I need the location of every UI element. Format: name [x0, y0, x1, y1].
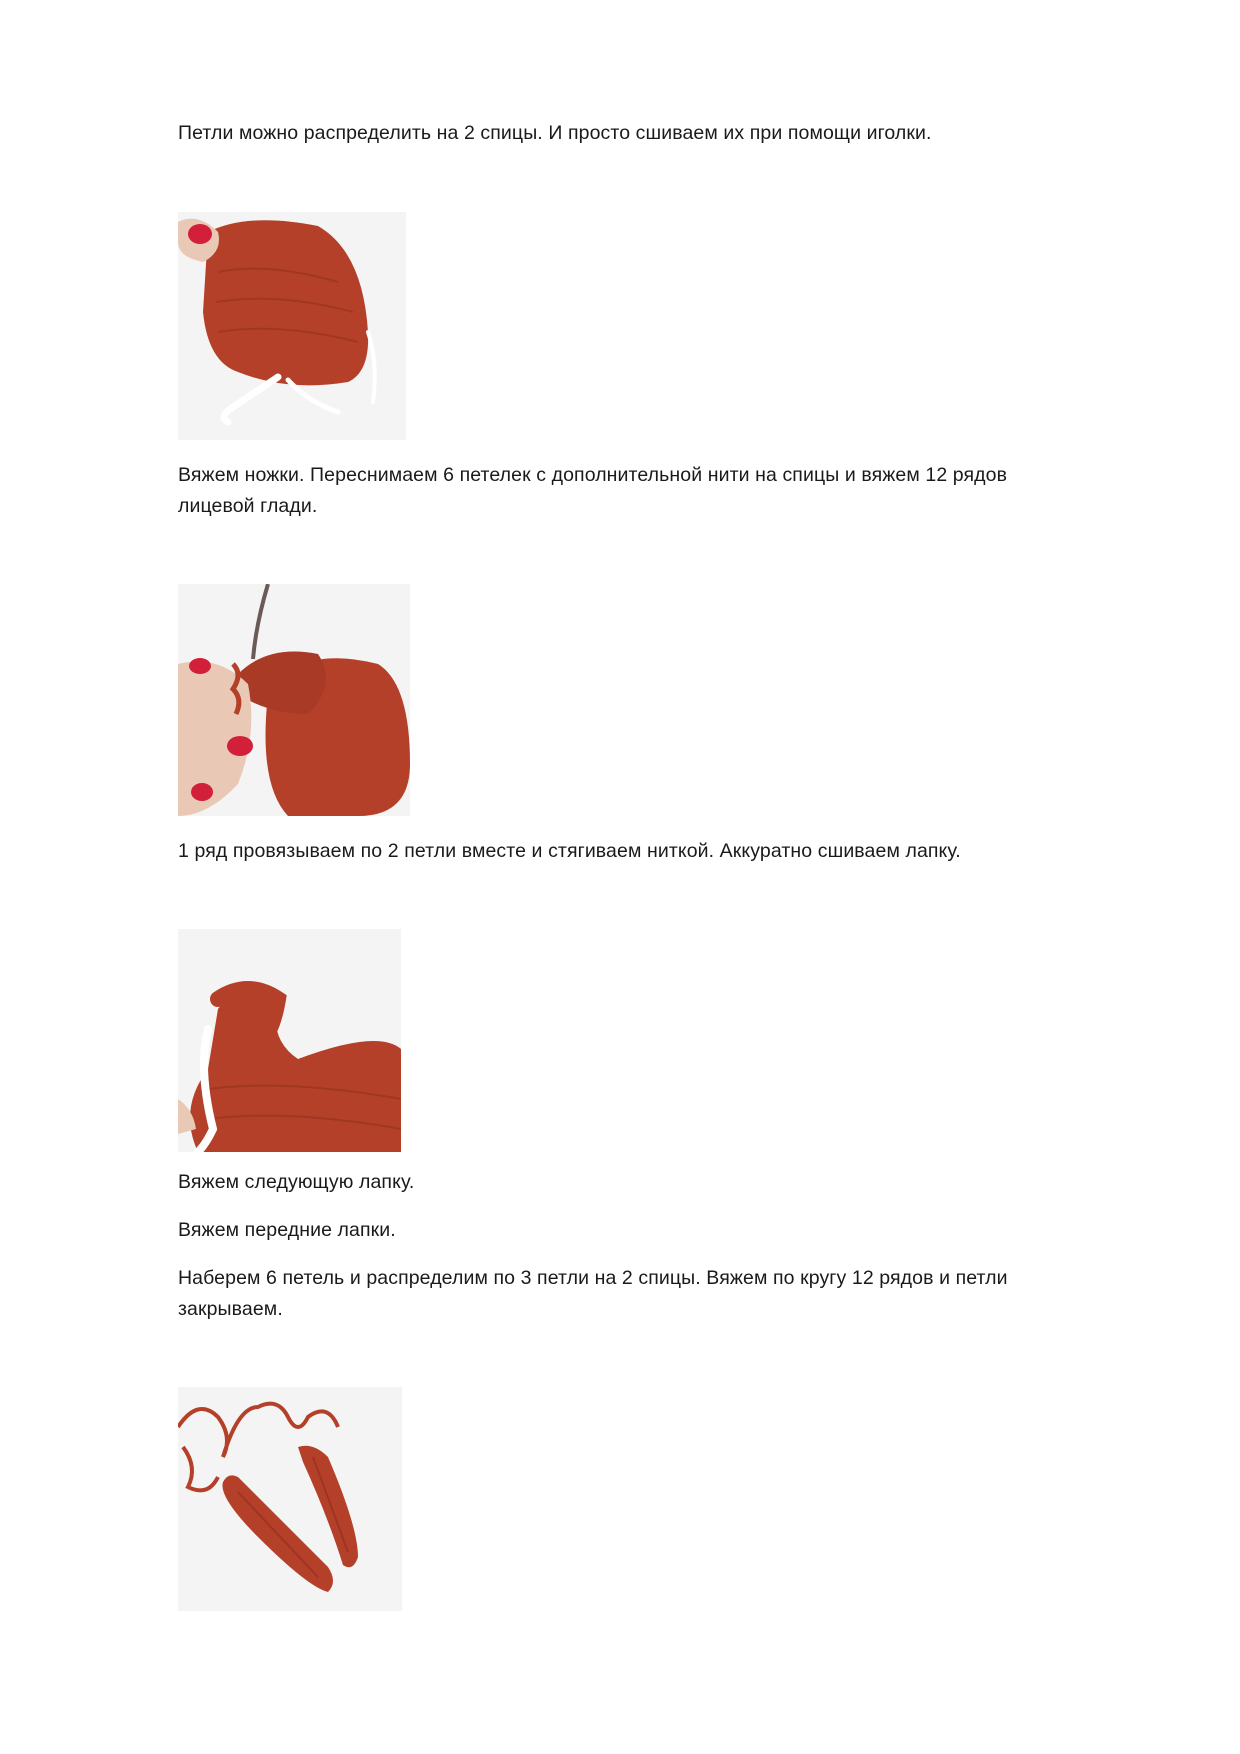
paragraph-3: 1 ряд провязываем по 2 петли вместе и стягиваем ниткой. Аккуратно сшиваем лапку.	[178, 840, 961, 862]
paragraph-1: Петли можно распределить на 2 спицы. И просто сшиваем их при помощи иголки.	[178, 122, 932, 144]
photo-front-paws	[178, 1387, 402, 1611]
paragraph-5: Вяжем передние лапки.	[178, 1219, 396, 1241]
knitting-leg-illustration	[178, 584, 410, 816]
paragraph-2: Вяжем ножки. Переснимаем 6 петелек с дополнительной нити на спицы и вяжем 12 рядов лицевой глади.	[178, 464, 1008, 517]
photo-knitting-leg-on-needle	[178, 584, 410, 816]
photo-sewn-paw	[178, 929, 401, 1152]
knitted-body-illustration	[178, 212, 406, 440]
paragraph-4: Вяжем следующую лапку.	[178, 1171, 415, 1193]
paragraph-6: Наберем 6 петель и распределим по 3 петли на 2 спицы. Вяжем по кругу 12 рядов и петли закрываем.	[178, 1267, 1008, 1320]
photo-knitted-body-with-thread	[178, 212, 406, 440]
front-paws-illustration	[178, 1387, 402, 1611]
sewn-paw-illustration	[178, 929, 401, 1152]
